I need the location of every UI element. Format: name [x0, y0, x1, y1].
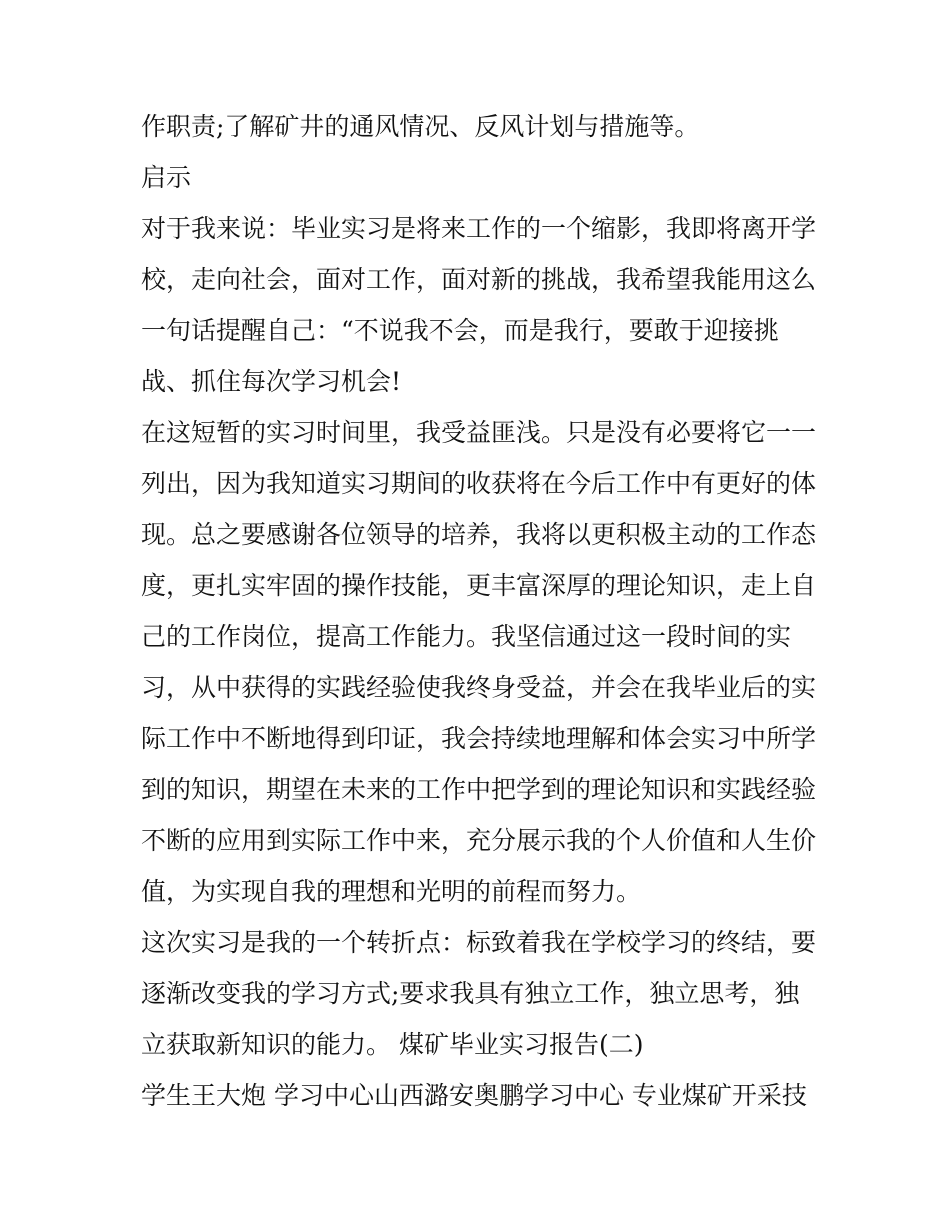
- text-line: 立获取新知识的能力。 煤矿毕业实习报告(二): [141, 1030, 644, 1059]
- text-line: 对于我来说：毕业实习是将来工作的一个缩影，我即将离开学: [141, 214, 817, 243]
- text-line: 逐渐改变我的学习方式;要求我具有独立工作，独立思考，独: [141, 979, 800, 1008]
- text-line: 列出，因为我知道实习期间的收获将在今后工作中有更好的体: [141, 469, 817, 498]
- text-line: 学生王大炮 学习中心山西潞安奥鹏学习中心 专业煤矿开采技: [141, 1081, 807, 1110]
- text-line: 作职责;了解矿井的通风情况、反风计划与措施等。: [141, 112, 700, 141]
- text-line: 习，从中获得的实践经验使我终身受益，并会在我毕业后的实: [141, 673, 817, 702]
- text-line: 值，为实现自我的理想和光明的前程而努力。: [141, 877, 642, 906]
- text-line: 一句话提醒自己：“不说我不会，而是我行，要敢于迎接挑: [141, 316, 779, 345]
- text-line: 己的工作岗位，提高工作能力。我坚信通过这一段时间的实: [141, 622, 792, 651]
- text-line: 度，更扎实牢固的操作技能，更丰富深厚的理论知识，走上自: [141, 571, 817, 600]
- text-line: 现。总之要感谢各位领导的培养，我将以更积极主动的工作态: [141, 520, 817, 549]
- document-body: [141, 101, 821, 1121]
- text-line: 校，走向社会，面对工作，面对新的挑战，我希望我能用这么: [141, 265, 817, 294]
- text-line: 战、抓住每次学习机会!: [141, 367, 402, 396]
- text-line: 在这短暂的实习时间里，我受益匪浅。只是没有必要将它一一: [141, 418, 817, 447]
- section-heading: 启示: [141, 163, 192, 192]
- text-line: 际工作中不断地得到印证，我会持续地理解和体会实习中所学: [141, 724, 817, 753]
- text-line: 不断的应用到实际工作中来，充分展示我的个人价值和人生价: [141, 826, 817, 855]
- text-line: 到的知识，期望在未来的工作中把学到的理论知识和实践经验: [141, 775, 817, 804]
- text-line: 这次实习是我的一个转折点：标致着我在学校学习的终结，要: [141, 928, 817, 957]
